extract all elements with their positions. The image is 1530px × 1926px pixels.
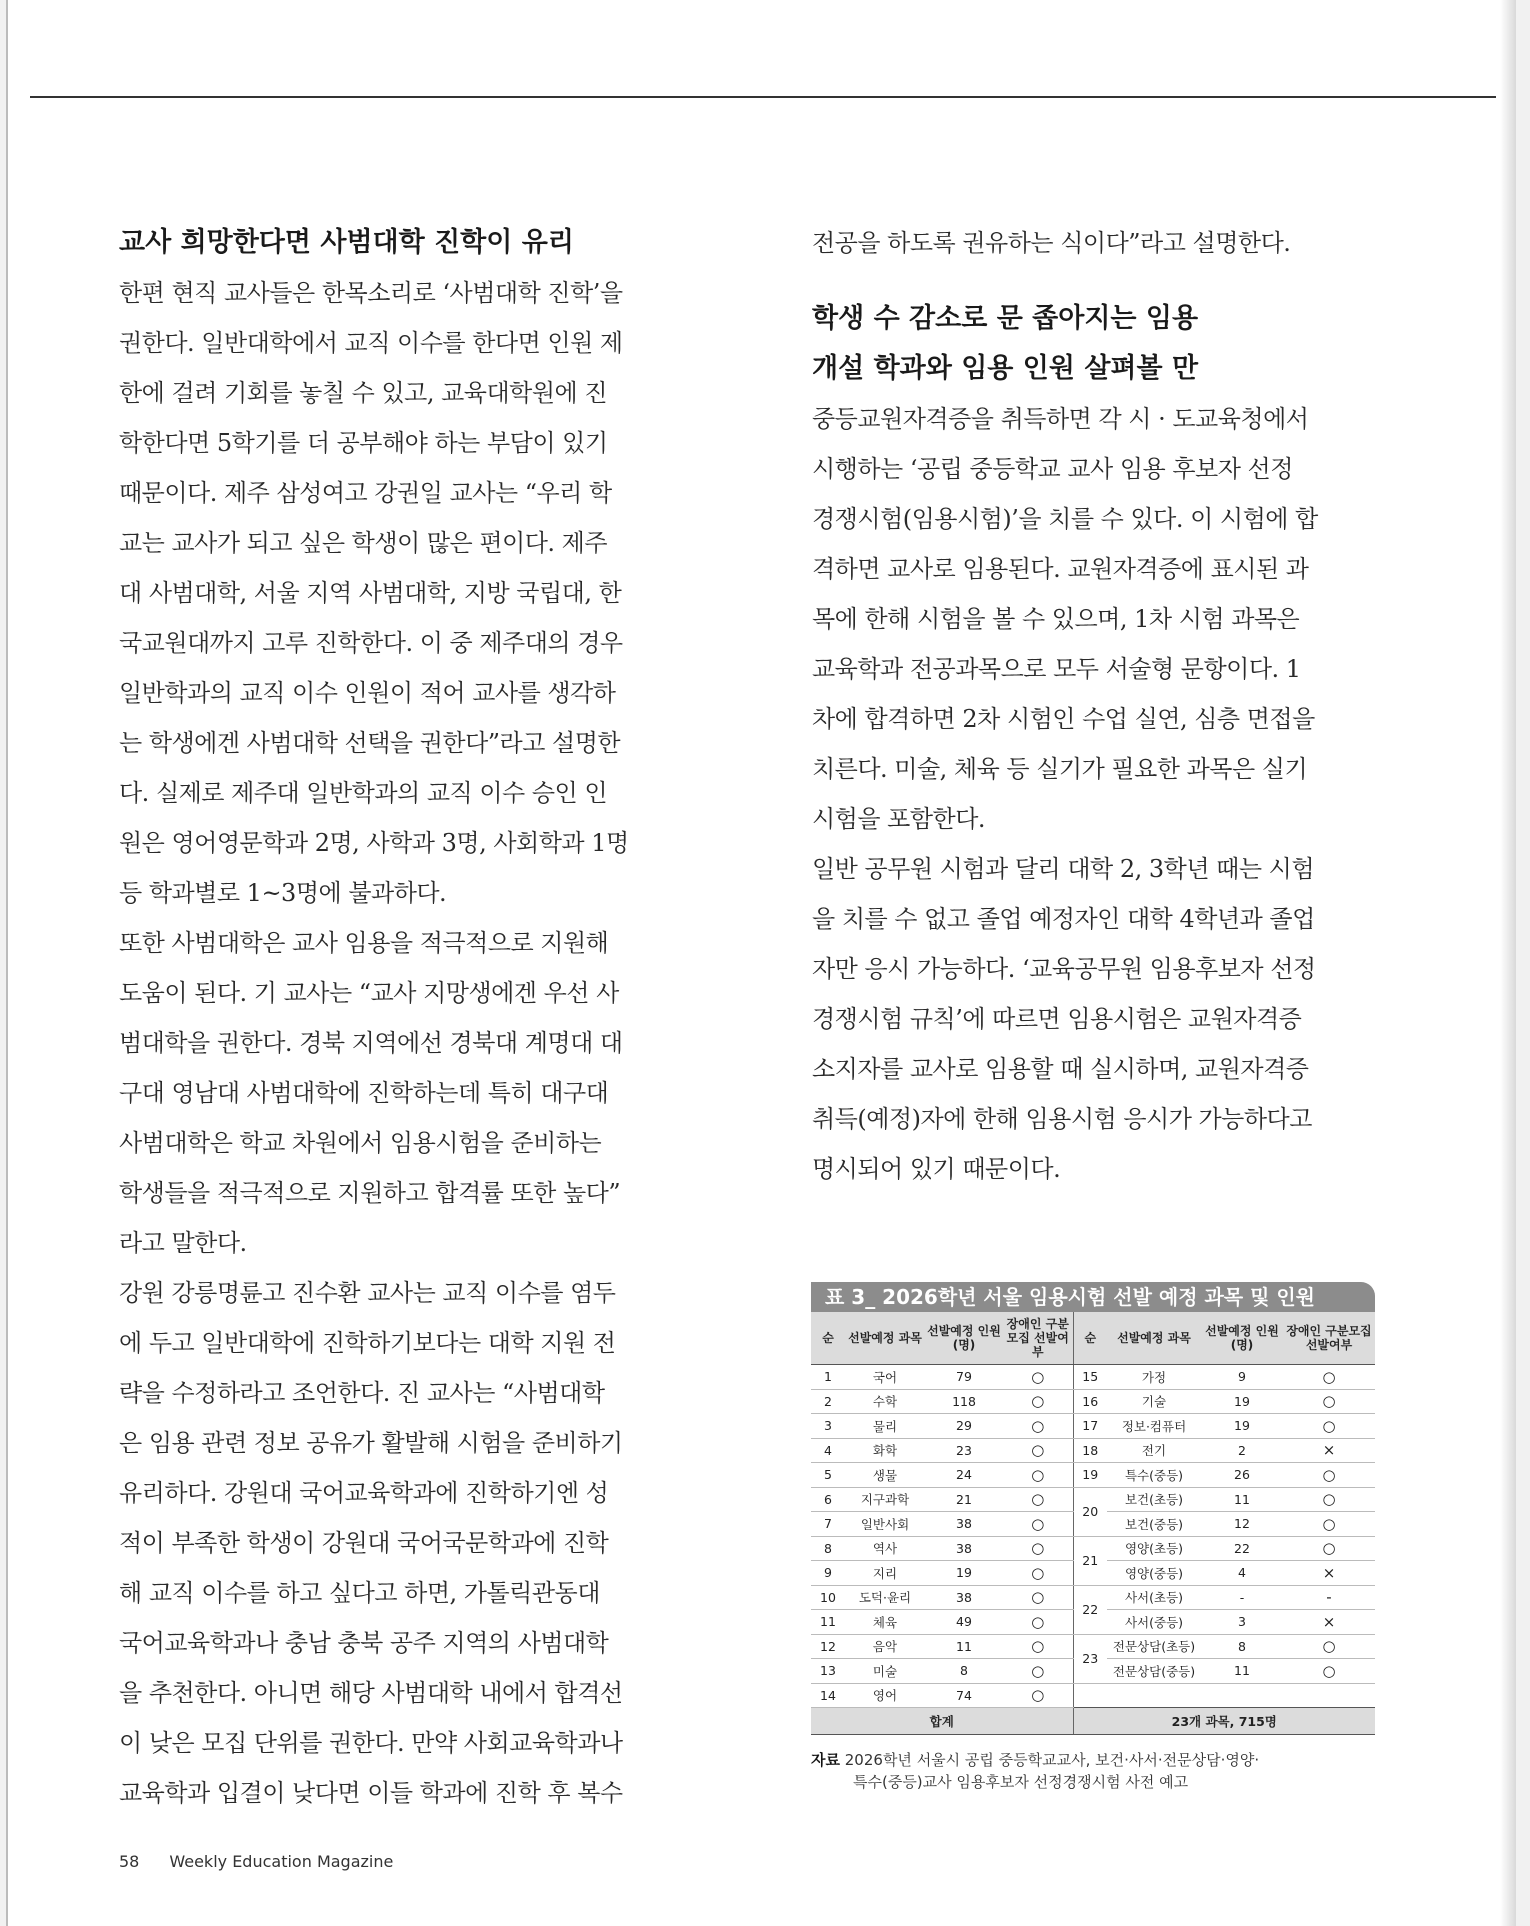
table-cell: 영양(초등) [1107,1536,1201,1561]
header-cell: 선발예정 과목 [1107,1312,1201,1365]
section-heading-line-2: 개설 학과와 임용 인원 살펴볼 만 [812,353,1199,384]
section-heading: 교사 희망한다면 사범대학 진학이 유리 [119,227,574,258]
text-line: 도움이 된다. 기 교사는 “교사 지망생에겐 우선 사 [119,979,619,1007]
table-cell: 21 [1073,1536,1107,1585]
table-cell: 19 [1073,1463,1107,1488]
text-line: 강원 강릉명륜고 진수환 교사는 교직 이수를 염두 [119,1279,616,1307]
text-line: 범대학을 권한다. 경북 지역에선 경북대 계명대 대 [119,1029,623,1057]
table-cell: ○ [1283,1536,1375,1561]
text-line: 에 두고 일반대학에 진학하기보다는 대학 지원 전 [119,1329,616,1357]
table-cell: 물리 [845,1414,925,1439]
page-footer [119,1852,393,1871]
paragraph [119,268,699,918]
table-cell: 8 [811,1536,845,1561]
table-cell: 화학 [845,1438,925,1463]
text-line: 한편 현직 교사들은 한목소리로 ‘사범대학 진학’을 [119,279,623,307]
page-edge-shadow [1500,0,1516,1926]
table-cell: 2 [811,1389,845,1414]
table-cell: 9 [811,1561,845,1586]
table-cell: 역사 [845,1536,925,1561]
table-cell: ○ [1283,1659,1375,1684]
table-cell: 11 [1201,1487,1283,1512]
table-cell: 16 [1073,1389,1107,1414]
table-cell: 사서(중등) [1107,1610,1201,1635]
table-cell: ○ [1003,1634,1073,1659]
header-rule [30,96,1496,98]
table-cell: 8 [1201,1634,1283,1659]
page-number: 58 [119,1852,140,1871]
table-cell: 74 [925,1683,1003,1708]
text-line: 교육학과 입결이 낮다면 이들 학과에 진학 후 복수 [119,1779,623,1807]
table-cell: - [1201,1585,1283,1610]
table-cell: 정보·컴퓨터 [1107,1414,1201,1439]
section-heading-line-1: 학생 수 감소로 문 좁아지는 임용 [812,303,1199,334]
table-cell: 2 [1201,1438,1283,1463]
table-cell: 29 [925,1414,1003,1439]
table-cell: 보건(초등) [1107,1487,1201,1512]
table-cell: ○ [1003,1389,1073,1414]
table-cell: 23 [925,1438,1003,1463]
text-line: 차에 합격하면 2차 시험인 수업 실연, 심층 면접을 [812,705,1315,733]
table-cell: 6 [811,1487,845,1512]
table-cell: 음악 [845,1634,925,1659]
table-cell: 19 [1201,1414,1283,1439]
text-line: 략을 수정하라고 조언한다. 진 교사는 “사범대학 [119,1379,605,1407]
source-line-2: 특수(중등)교사 임용후보자 선정경쟁시험 사전 예고 [853,1773,1189,1791]
right-column [812,218,1392,1194]
header-cell: 순 [1073,1312,1107,1365]
table-cell: 수학 [845,1389,925,1414]
table-cell: ○ [1003,1463,1073,1488]
header-cell: 순 [811,1312,845,1365]
table-cell: ○ [1003,1438,1073,1463]
magazine-name: Weekly Education Magazine [169,1852,394,1871]
text-line: 치른다. 미술, 체육 등 실기가 필요한 과목은 실기 [812,755,1308,783]
table-cell: 22 [1073,1585,1107,1634]
table-row [811,1585,1375,1610]
table-cell: ○ [1003,1659,1073,1684]
table-cell: 영어 [845,1683,925,1708]
text-line: 국어교육학과나 충남 충북 공주 지역의 사범대학 [119,1629,609,1657]
table-row [811,1365,1375,1390]
table-cell: - [1283,1585,1375,1610]
source-label: 자료 [811,1751,840,1769]
table-cell: 지리 [845,1561,925,1586]
table-cell: 생물 [845,1463,925,1488]
table-row [811,1389,1375,1414]
table-cell: 영양(중등) [1107,1561,1201,1586]
table-cell: 3 [811,1414,845,1439]
table-cell: ○ [1283,1414,1375,1439]
text-line: 일반학과의 교직 이수 인원이 적어 교사를 생각하 [119,679,616,707]
total-value: 23개 과목, 715명 [1073,1708,1375,1735]
table-cell: 18 [1073,1438,1107,1463]
paragraph [119,918,699,1268]
header-cell: 선발예정 인원(명) [1201,1312,1283,1365]
table-cell: 8 [925,1659,1003,1684]
text-line: 을 치를 수 없고 졸업 예정자인 대학 4학년과 졸업 [812,905,1315,933]
table-cell: 11 [925,1634,1003,1659]
table-cell: ○ [1283,1487,1375,1512]
paragraph [812,844,1392,1194]
table-header-row [811,1312,1375,1365]
text-line: 시행하는 ‘공립 중등학교 교사 임용 후보자 선정 [812,455,1293,483]
text-line: 원은 영어영문학과 2명, 사학과 3명, 사회학과 1명 [119,829,629,857]
table-cell: 4 [1201,1561,1283,1586]
text-line: 명시되어 있기 때문이다. [812,1155,1061,1183]
text-line: 교육학과 전공과목으로 모두 서술형 문항이다. 1 [812,655,1301,683]
table-cell: 국어 [845,1365,925,1390]
table-cell: ○ [1283,1389,1375,1414]
table-cell: 전문상담(초등) [1107,1634,1201,1659]
table-cell: 4 [811,1438,845,1463]
table-cell: ○ [1283,1463,1375,1488]
text-line: 일반 공무원 시험과 달리 대학 2, 3학년 때는 시험 [812,855,1315,883]
table-cell: 기술 [1107,1389,1201,1414]
table-cell: 12 [811,1634,845,1659]
table-cell: ○ [1003,1512,1073,1537]
text-line: 대 사범대학, 서울 지역 사범대학, 지방 국립대, 한 [119,579,622,607]
table-cell: 지구과학 [845,1487,925,1512]
table-cell: 15 [1073,1365,1107,1390]
header-cell: 장애인 구분모집 선발여부 [1003,1312,1073,1365]
table-cell: 38 [925,1512,1003,1537]
paragraph [119,1268,699,1818]
left-column [119,218,699,1818]
text-line: 구대 영남대 사범대학에 진학하는데 특히 대구대 [119,1079,609,1107]
header-cell: 선발예정 인원(명) [925,1312,1003,1365]
magazine-page [6,0,1516,1926]
table-cell: 체육 [845,1610,925,1635]
text-line: 경쟁시험 규칙’에 따르면 임용시험은 교원자격증 [812,1005,1302,1033]
table-row [811,1683,1375,1708]
table-cell: 14 [811,1683,845,1708]
total-label: 합계 [811,1708,1073,1735]
table-cell: ○ [1003,1487,1073,1512]
table-cell: ○ [1003,1585,1073,1610]
header-cell: 장애인 구분모집 선발여부 [1283,1312,1375,1365]
header-cell: 선발예정 과목 [845,1312,925,1365]
text-line: 중등교원자격증을 취득하면 각 시 · 도교육청에서 [812,405,1309,433]
table-cell: ○ [1283,1512,1375,1537]
table-cell: 미술 [845,1659,925,1684]
text-line: 학생들을 적극적으로 지원하고 합격률 또한 높다” [119,1179,621,1207]
text-line: 교는 교사가 되고 싶은 학생이 많은 편이다. 제주 [119,529,608,557]
table-cell: 도덕·윤리 [845,1585,925,1610]
text-line: 격하면 교사로 임용된다. 교원자격증에 표시된 과 [812,555,1309,583]
table-cell: 7 [811,1512,845,1537]
table-cell: 26 [1201,1463,1283,1488]
text-line: 전공을 하도록 권유하는 식이다”라고 설명한다. [812,229,1291,257]
table-cell: ○ [1003,1561,1073,1586]
text-line: 해 교직 이수를 하고 싶다고 하면, 가톨릭관동대 [119,1579,600,1607]
table-cell: 9 [1201,1365,1283,1390]
table-cell: 118 [925,1389,1003,1414]
subject-table-block [811,1282,1375,1793]
table-cell: 특수(중등) [1107,1463,1201,1488]
text-line: 경쟁시험(임용시험)’을 치를 수 있다. 이 시험에 합 [812,505,1318,533]
table-cell: × [1283,1561,1375,1586]
text-line: 자만 응시 가능하다. ‘교육공무원 임용후보자 선정 [812,955,1316,983]
table-cell: 전문상담(중등) [1107,1659,1201,1684]
table-cell: ○ [1003,1536,1073,1561]
text-line: 목에 한해 시험을 볼 수 있으며, 1차 시험 과목은 [812,605,1300,633]
table-cell: 12 [1201,1512,1283,1537]
text-line: 적이 부족한 학생이 강원대 국어국문학과에 진학 [119,1529,609,1557]
table-cell: 21 [925,1487,1003,1512]
text-line: 학한다면 5학기를 더 공부해야 하는 부담이 있기 [119,429,608,457]
table-cell: ○ [1003,1683,1073,1708]
text-line: 을 추천한다. 아니면 해당 사범대학 내에서 합격선 [119,1679,623,1707]
table-total-row [811,1708,1375,1735]
table-cell: 20 [1073,1487,1107,1536]
text-line: 은 임용 관련 정보 공유가 활발해 시험을 준비하기 [119,1429,623,1457]
table-cell: × [1283,1610,1375,1635]
table-cell: ○ [1283,1634,1375,1659]
text-line: 사범대학은 학교 차원에서 임용시험을 준비하는 [119,1129,602,1157]
table-cell: 전기 [1107,1438,1201,1463]
table-cell: 17 [1073,1414,1107,1439]
text-line: 다. 실제로 제주대 일반학과의 교직 이수 승인 인 [119,779,608,807]
table-cell: 사서(초등) [1107,1585,1201,1610]
table-cell: 38 [925,1585,1003,1610]
table-row [811,1414,1375,1439]
table-cell: 3 [1201,1610,1283,1635]
paragraph [812,218,1392,268]
table-cell: 5 [811,1463,845,1488]
text-line: 라고 말한다. [119,1229,247,1257]
text-line: 유리하다. 강원대 국어교육학과에 진학하기엔 성 [119,1479,609,1507]
table-row [811,1438,1375,1463]
table-row [811,1463,1375,1488]
text-line: 한에 걸려 기회를 놓칠 수 있고, 교육대학원에 진 [119,379,608,407]
table-row [811,1487,1375,1512]
table-cell: ○ [1283,1365,1375,1390]
table-cell: 24 [925,1463,1003,1488]
table-cell: 38 [925,1536,1003,1561]
table-row [811,1536,1375,1561]
text-line: 국교원대까지 고루 진학한다. 이 중 제주대의 경우 [119,629,623,657]
text-line: 때문이다. 제주 삼성여고 강권일 교사는 “우리 학 [119,479,612,507]
text-line: 등 학과별로 1~3명에 불과하다. [119,879,447,907]
text-line: 권한다. 일반대학에서 교직 이수를 한다면 인원 제 [119,329,623,357]
table-cell: 11 [811,1610,845,1635]
text-line: 취득(예정)자에 한해 임용시험 응시가 가능하다고 [812,1105,1312,1133]
table-cell: ○ [1003,1365,1073,1390]
table-cell: 79 [925,1365,1003,1390]
table-cell: 49 [925,1610,1003,1635]
table-cell: × [1283,1438,1375,1463]
table-cell: 가정 [1107,1365,1201,1390]
table-cell: 13 [811,1659,845,1684]
table-cell: 보건(중등) [1107,1512,1201,1537]
source-line-1: 2026학년 서울시 공립 중등학교교사, 보건·사서·전문상담·영양· [844,1751,1260,1769]
table-row [811,1634,1375,1659]
table-cell: 19 [925,1561,1003,1586]
table-cell: 23 [1073,1634,1107,1683]
table-cell: 일반사회 [845,1512,925,1537]
table-title: 표 3_ 2026학년 서울 임용시험 선발 예정 과목 및 인원 [811,1282,1375,1312]
paragraph [812,394,1392,844]
table-cell: 1 [811,1365,845,1390]
table-cell: ○ [1003,1414,1073,1439]
table-cell: 19 [1201,1389,1283,1414]
text-line: 또한 사범대학은 교사 임용을 적극적으로 지원해 [119,929,609,957]
table-source [811,1749,1375,1793]
text-line: 시험을 포함한다. [812,805,986,833]
table-cell: 22 [1201,1536,1283,1561]
table-cell: ○ [1003,1610,1073,1635]
subject-table [811,1312,1375,1735]
text-line: 는 학생에겐 사범대학 선택을 권한다”라고 설명한 [119,729,621,757]
table-cell: 11 [1201,1659,1283,1684]
text-line: 소지자를 교사로 임용할 때 실시하며, 교원자격증 [812,1055,1309,1083]
text-line: 이 낮은 모집 단위를 권한다. 만약 사회교육학과나 [119,1729,623,1757]
table-cell: 10 [811,1585,845,1610]
